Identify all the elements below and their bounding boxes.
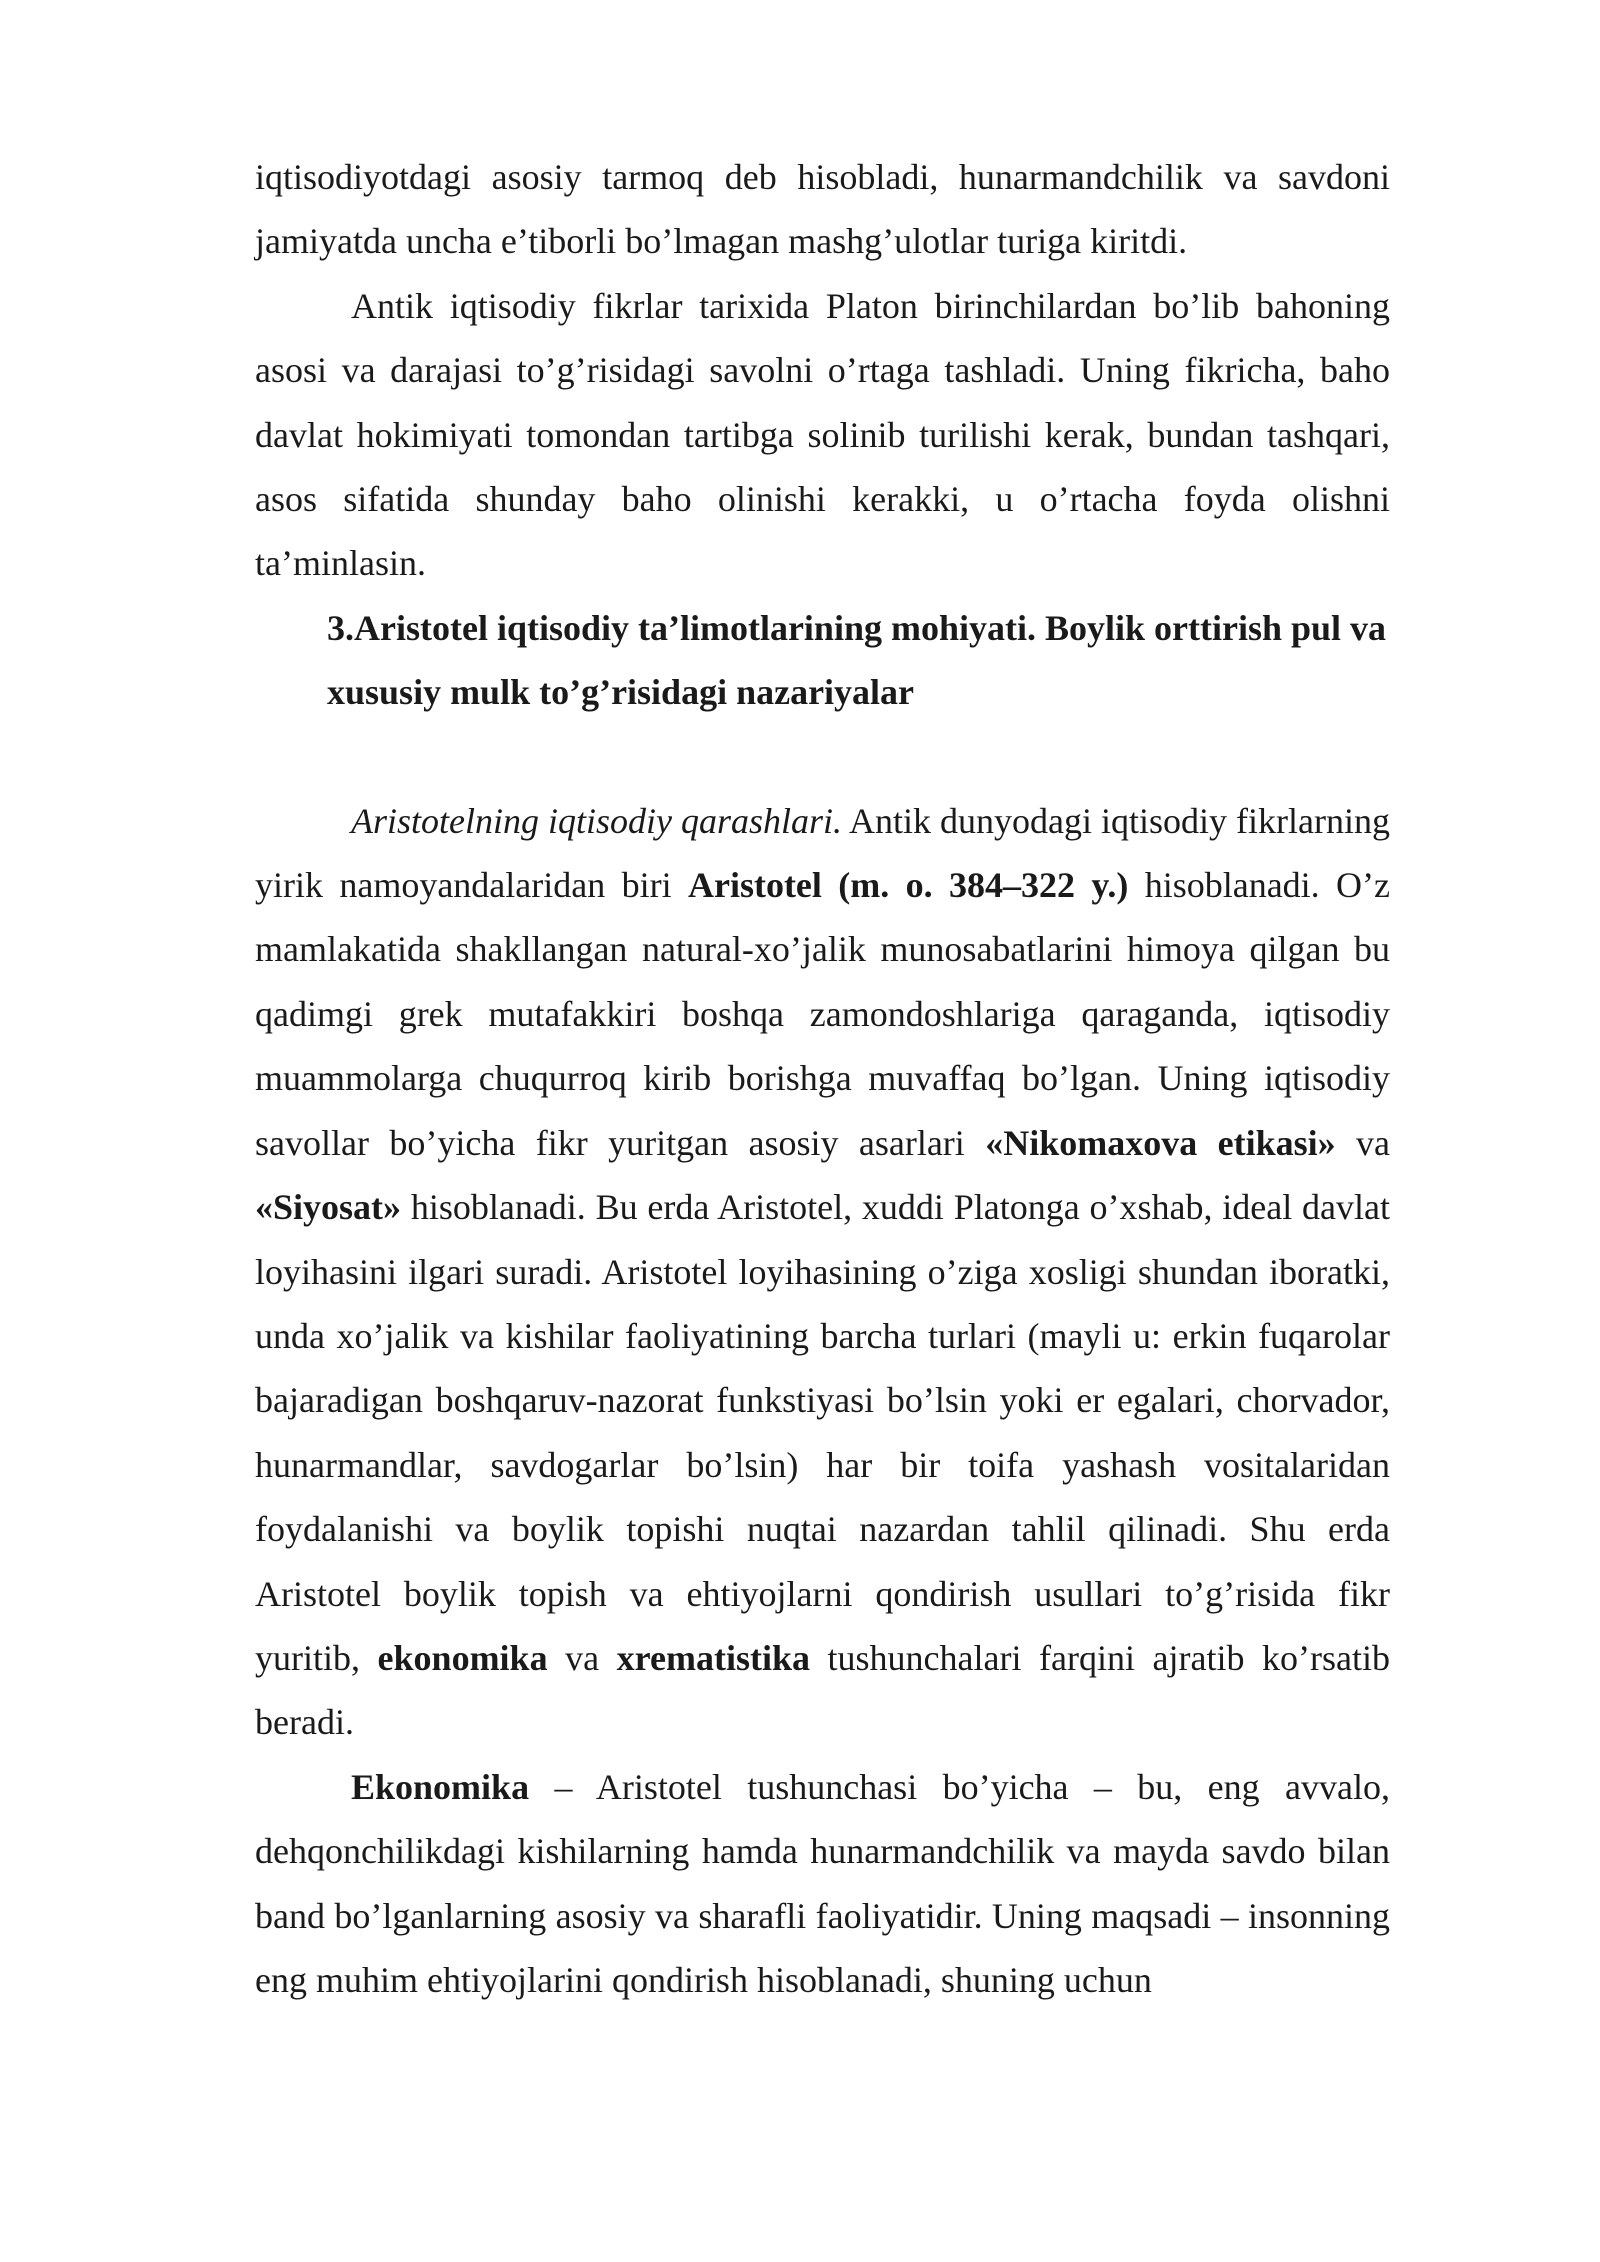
paragraph-text: tushunchalari farqini ajratib ko’rsatib beradi. — [255, 1637, 1390, 1743]
paragraph-platon: Antik iqtisodiy fikrlar tarixida Platon birinchilardan bo’lib bahoning asosi va darajasi to’g’risidagi savolni o’rtaga tashladi. Uning fikricha, baho davlat hokimiyati tomondan tartibga solinib turilishi kerak, bundan tashqari, asos sifatida shunday baho olinishi kerakki, u o’rtacha foyda olishni ta’minlasin. — [255, 285, 1390, 584]
term-ekonomika-lead: Ekonomika — [351, 1766, 530, 1807]
paragraph-text: va — [1335, 1122, 1391, 1163]
paragraph-text: Antik dunyodagi iqtisodiy fikrlarning yirik namoyandalaridan biri — [255, 800, 1390, 906]
term-xrematistika: xrematistika — [616, 1637, 810, 1678]
paragraph-ekonomika — [255, 1755, 1390, 2013]
document-page — [255, 145, 1390, 2012]
paragraph-1: iqtisodiyotdagi asosiy tarmoq deb hisobladi, hunarmandchilik va savdoni jamiyatda uncha e’tiborli bo’lmagan mashg’ulotlar turiga kiritdi. — [255, 157, 1390, 262]
paragraph-text: hisoblanadi. Bu erda Aristotel, xuddi Platonga o’xshab, ideal davlat loyihasini ilgari suradi. Aristotel loyihasining o’ziga xosligi shundan iboratki, unda xo’jalik va kishilar faoliyatining barcha turlari (mayli u: erkin fuqarolar bajaradigan boshqaruv-nazorat funkstiyasi bo’lsin yoki er egalari, chorvador, hunarmandlar, savdogarlar bo’lsin) har bir toifa yashash vositalaridan foydalanishi va boylik topishi nuqtai nazardan tahlil qilinadi. Shu erda Aristotel boylik topish va ehtiyojlarni qondirish usullari to’g’risida fikr yuritib, — [255, 1187, 1390, 1678]
term-ekonomika: ekonomika — [377, 1637, 548, 1678]
work-title-nikomaxova: «Nikomaxova etikasi» — [985, 1122, 1336, 1163]
paragraph-text: va — [547, 1637, 617, 1678]
section-heading: 3.Aristotel iqtisodiy ta’limotlarining mohiyati. Boylik orttirish pul va xususiy mulk to’g’risidagi nazariyalar — [327, 607, 1387, 713]
paragraph-lead-italic: Aristotelning iqtisodiy qarashlari. — [351, 800, 843, 841]
paragraph-text: – Aristotel tushunchasi bo’yicha – bu, eng avvalo, dehqonchilikdagi kishilarning hamda hunarmandchilik va mayda savdo bilan band bo’lganlarning asosiy va sharafli faoliyatidir. Uning maqsadi – insonning eng muhim ehtiyojlarini qondirish hisoblanadi, shuning uchun — [255, 1766, 1390, 2000]
work-title-siyosat: «Siyosat» — [255, 1187, 402, 1228]
paragraph-text: hisoblanadi. O’z mamlakatida shakllangan natural-xo’jalik munosabatlarini himoya qilgan bu qadimgi grek mutafakkiri boshqa zamondoshlariga qaraganda, iqtisodiy muammolarga chuqurroq kirib borishga muvaffaq bo’lgan. Uning iqtisodiy savollar bo’yicha fikr yuritgan asosiy asarlari — [255, 865, 1391, 1163]
aristotel-dates: Aristotel (m. o. 384–322 y.) — [687, 865, 1129, 906]
paragraph-aristotel — [255, 789, 1390, 1755]
heading-spacer — [255, 725, 1390, 789]
